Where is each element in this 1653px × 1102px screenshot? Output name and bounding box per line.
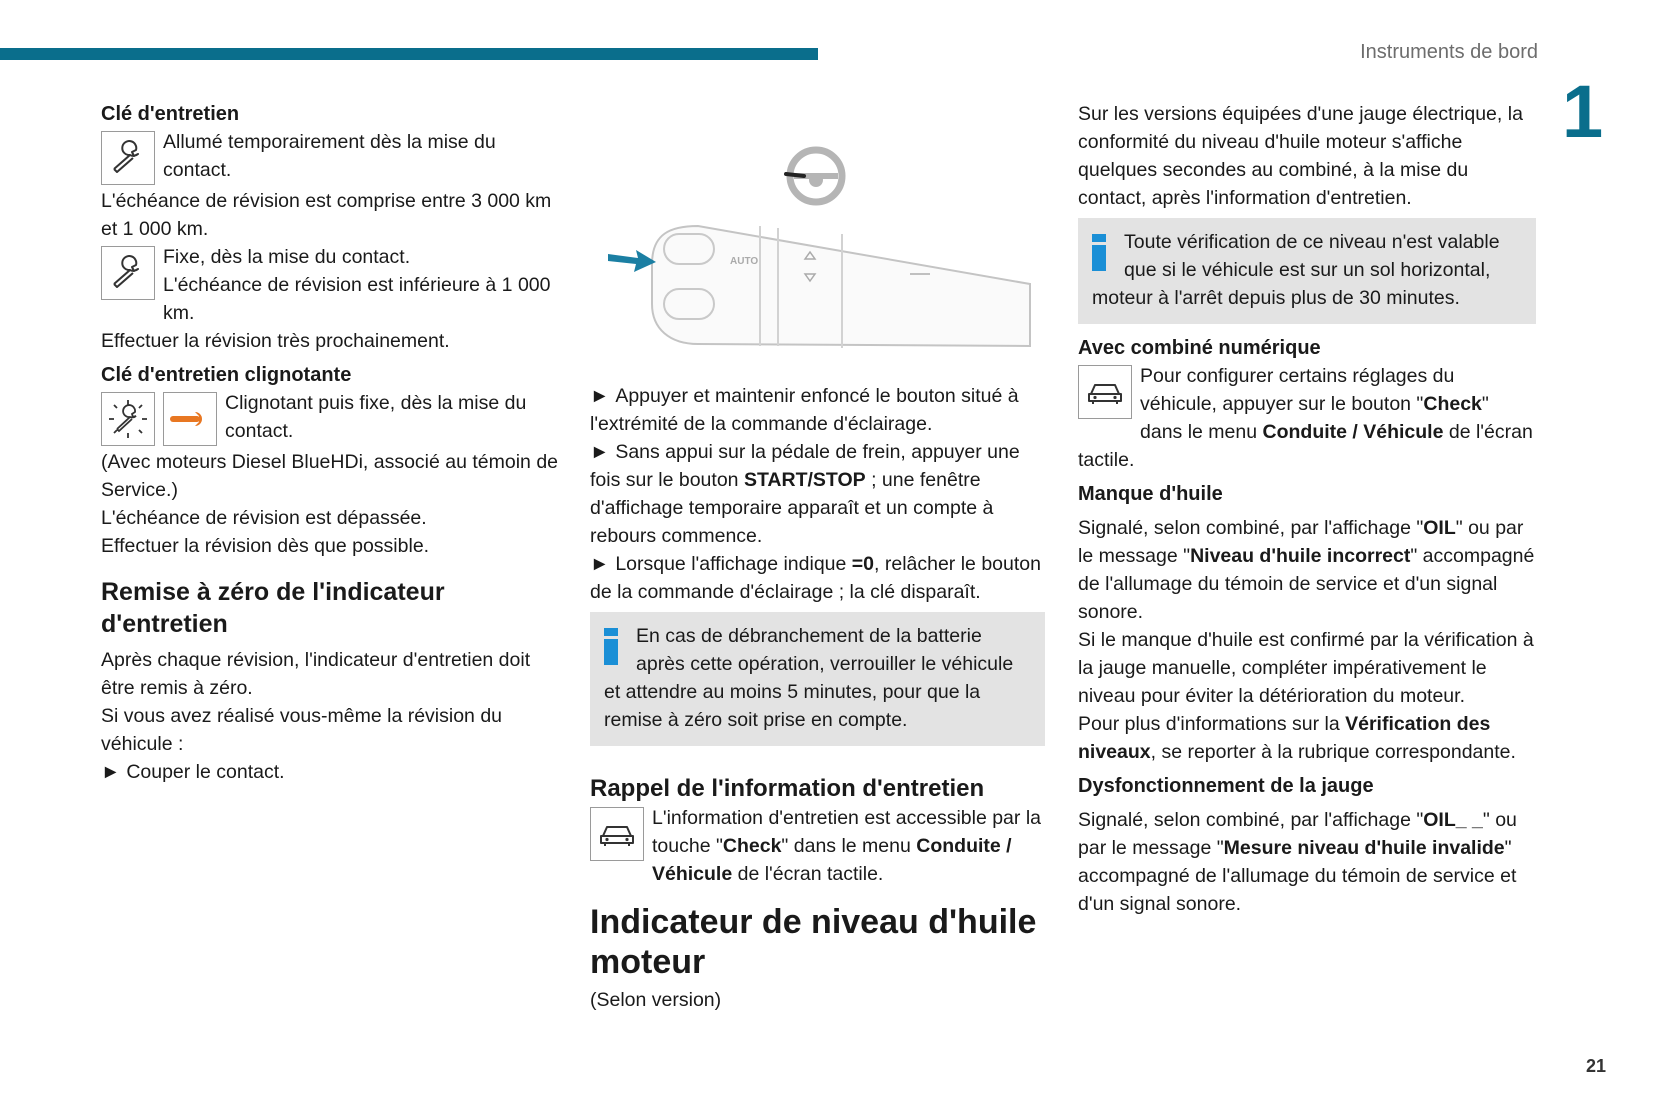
- heading-cle-entretien: Clé d'entretien: [101, 103, 240, 125]
- heading-combine-numerique: Avec combiné numérique: [1078, 337, 1321, 359]
- step-3: ► Lorsque l'affichage indique =0, relâcher le bouton de la commande d'éclairage ; la clé disparaît.: [590, 550, 1045, 606]
- lighting-stalk-illustration: [590, 114, 1045, 364]
- info-icon: [1092, 234, 1106, 271]
- remise-text-1: Après chaque révision, l'indicateur d'entretien doit être remis à zéro.: [101, 649, 531, 699]
- column-left: [101, 100, 563, 786]
- stalk-body: [652, 226, 1030, 348]
- note-verification-text: Toute vérification de ce niveau n'est valable que si le véhicule est sur un sol horizontal, moteur à l'arrêt depuis plus de 30 minutes.: [1092, 231, 1500, 309]
- chapter-number: 1: [1562, 70, 1604, 153]
- heading-cle-clignotante: Clé d'entretien clignotante: [101, 364, 352, 386]
- step-1: ► Appuyer et maintenir enfoncé le bouton situé à l'extrémité de la commande d'éclairage.: [590, 382, 1045, 438]
- intro-text: Sur les versions équipées d'une jauge électrique, la conformité du niveau d'huile moteur s'affiche quelques secondes au combiné, à la mise du contact, après l'information d'entretien.: [1078, 103, 1523, 209]
- stalk-arrow-icon: [608, 250, 656, 272]
- heading-manque-huile: Manque d'huile: [1078, 483, 1223, 505]
- manque-text-1: Signalé, selon combiné, par l'affichage "OIL" ou par le message "Niveau d'huile incorrect" accompagné de l'allumage du témoin de service et d'un signal sonore.: [1078, 517, 1535, 623]
- cle-text-3: Fixe, dès la mise du contact.: [163, 246, 411, 268]
- heading-rappel: Rappel de l'information d'entretien: [590, 775, 985, 802]
- svg-text:AUTO: AUTO: [730, 256, 759, 267]
- page-number: 21: [1586, 1056, 1607, 1076]
- dysf-text: Signalé, selon combiné, par l'affichage "OIL_ _" ou par le message "Mesure niveau d'huile invalide" accompagné de l'allumage du témoin de service et d'un signal sonore.: [1078, 809, 1517, 915]
- heading-remise-zero: Remise à zéro de l'indicateur d'entretien: [101, 578, 445, 638]
- section-title: Instruments de bord: [1360, 41, 1538, 63]
- step-2: ► Sans appui sur la pédale de frein, appuyer une fois sur le bouton START/STOP ; une fenêtre d'affichage temporaire apparaît et un compte à rebours commence.: [590, 438, 1045, 550]
- cle-text-1: Allumé temporairement dès la mise du contact.: [163, 131, 496, 181]
- heading-dysfonctionnement: Dysfonctionnement de la jauge: [1078, 775, 1374, 797]
- manque-text-3: Pour plus d'informations sur la Vérification des niveaux, se reporter à la rubrique correspondante.: [1078, 713, 1516, 763]
- cle-text-5: Effectuer la révision très prochainement.: [101, 330, 450, 352]
- cle-text-2: L'échéance de révision est comprise entre 3 000 km et 1 000 km.: [101, 190, 552, 240]
- note-box-verification: [1078, 218, 1536, 324]
- combine-text: Pour configurer certains réglages du véhicule, appuyer sur le bouton "Check" dans le menu Conduite / Véhicule de l'écran tactile.: [1078, 365, 1533, 471]
- cle-text-4: L'échéance de révision est inférieure à 1 000 km.: [163, 274, 551, 324]
- selon-version: (Selon version): [590, 989, 722, 1011]
- car-icon: [1078, 365, 1132, 419]
- header-accent-bar: [0, 48, 818, 60]
- note-box-battery: [590, 612, 1045, 746]
- wrench-icon: [101, 131, 155, 185]
- steering-wheel-icon: [786, 150, 842, 202]
- clig-text-3: L'échéance de révision est dépassée.: [101, 507, 427, 529]
- wrench-orange-icon: [163, 392, 217, 446]
- clig-text-2: (Avec moteurs Diesel BlueHDi, associé au témoin de Service.): [101, 451, 559, 501]
- manque-text-2: Si le manque d'huile est confirmé par la vérification à la jauge manuelle, compléter impérativement le niveau pour éviter la détérioration du moteur.: [1078, 629, 1534, 707]
- heading-niveau-huile: Indicateur de niveau d'huile moteur: [590, 903, 1037, 981]
- remise-text-2: Si vous avez réalisé vous-même la révision du véhicule :: [101, 705, 503, 755]
- column-middle: [590, 100, 1045, 1014]
- wrench-icon: [101, 246, 155, 300]
- column-right: [1078, 100, 1536, 918]
- wrench-flashing-icon: [101, 392, 155, 446]
- info-icon: [604, 628, 618, 665]
- remise-step: ► Couper le contact.: [101, 758, 563, 786]
- car-icon: [590, 807, 644, 861]
- note-battery-text: En cas de débranchement de la batterie après cette opération, verrouiller le véhicule et attendre au moins 5 minutes, pour que la remise à zéro soit prise en compte.: [604, 625, 1014, 731]
- clig-text-4: Effectuer la révision dès que possible.: [101, 535, 430, 557]
- rappel-text: L'information d'entretien est accessible par la touche "Check" dans le menu Conduite / Véhicule de l'écran tactile.: [652, 807, 1041, 885]
- clig-text-1: Clignotant puis fixe, dès la mise du contact.: [225, 392, 527, 442]
